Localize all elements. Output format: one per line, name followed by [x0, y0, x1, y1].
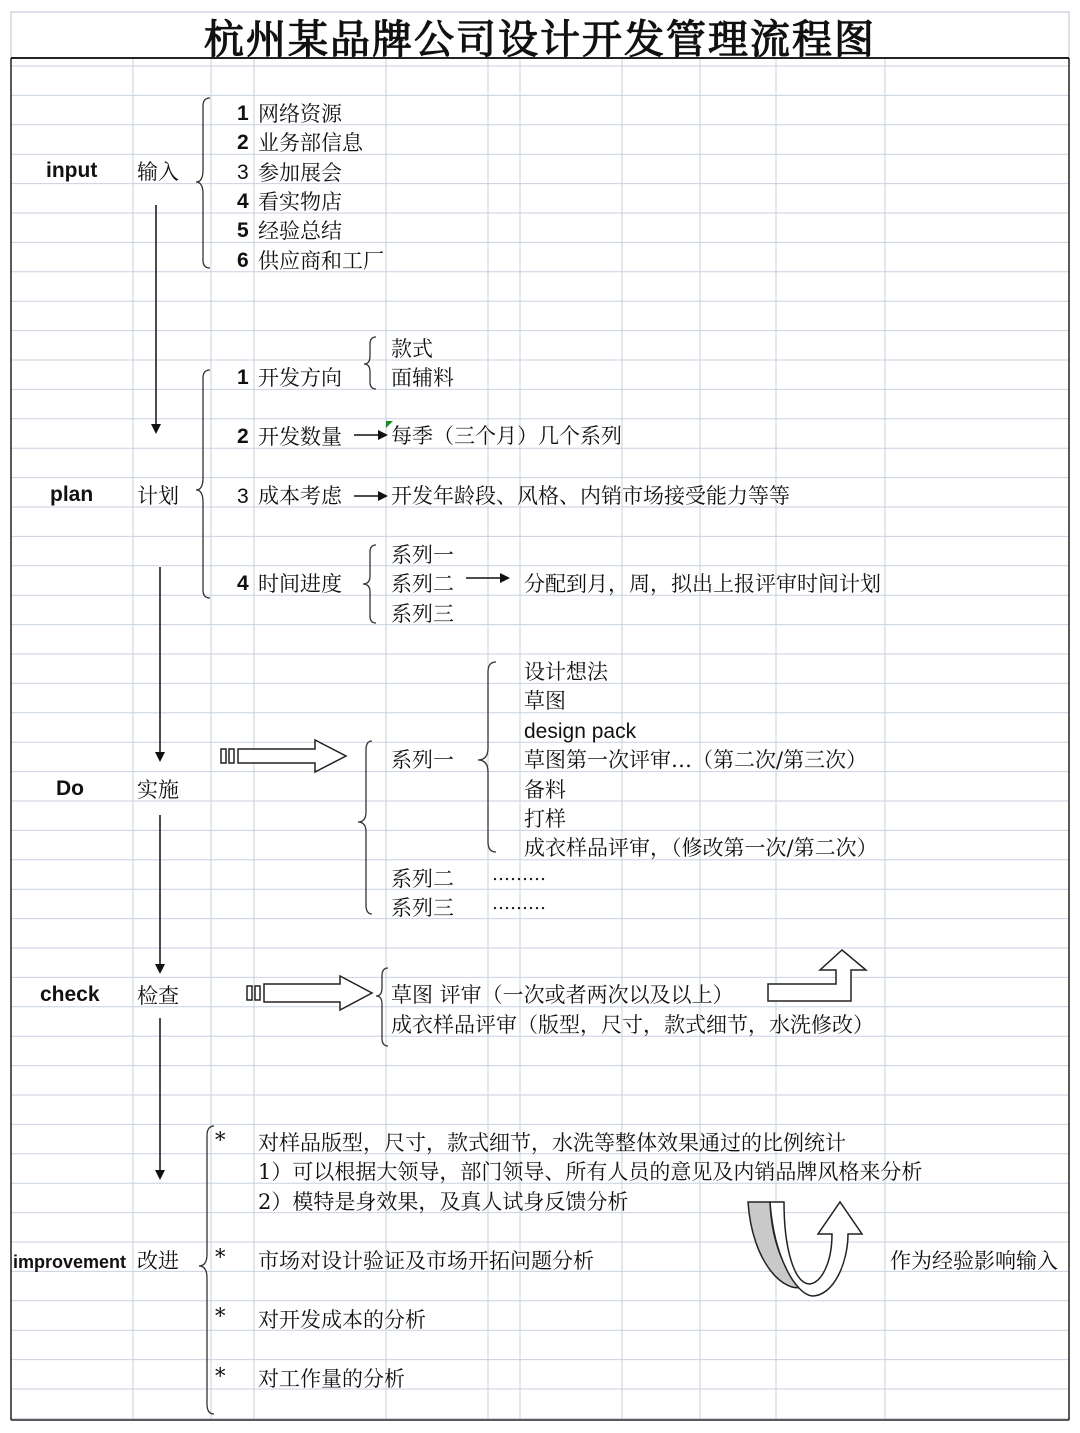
- phase-do-en: Do: [56, 777, 84, 800]
- series1-step: 打样: [524, 807, 566, 831]
- check-item: 成衣样品评审（版型，尺寸，款式细节，水洗修改）: [391, 1013, 874, 1037]
- plan-item-text: 开发数量: [258, 425, 342, 449]
- plan-item-num: 4: [237, 572, 249, 595]
- improvement-item: 1）可以根据大领导，部门领导、所有人员的意见及内销品牌风格来分析: [258, 1160, 923, 1184]
- do-block-arrow: [221, 740, 346, 772]
- improvement-bullet: *: [215, 1245, 226, 1269]
- do-series: 系列一: [391, 748, 454, 772]
- phase-check-zh: 检查: [137, 984, 179, 1008]
- plan-item-text: 成本考虑: [258, 484, 342, 508]
- plan-item-num: 2: [237, 425, 249, 448]
- check-item: 草图 评审（一次或者两次以及以上）: [391, 983, 734, 1007]
- do-series-ellipsis: ………: [492, 893, 546, 914]
- feedback-label: 作为经验影响输入: [890, 1249, 1058, 1273]
- do-series: 系列三: [391, 896, 454, 920]
- phase-input-zh: 输入: [137, 160, 179, 184]
- improvement-item: 市场对设计验证及市场开拓问题分析: [258, 1249, 594, 1273]
- phase-check-en: check: [40, 983, 100, 1006]
- bent-up-arrow: [768, 950, 866, 1001]
- cost-detail: 开发年龄段、风格、内销市场接受能力等等: [391, 484, 790, 508]
- input-item-num: 2: [237, 131, 249, 154]
- input-item-num: 6: [237, 249, 249, 272]
- direction-sub-style: 款式: [391, 337, 433, 361]
- input-item-num: 4: [237, 190, 249, 213]
- plan-item-num: 1: [237, 366, 249, 389]
- do-series: 系列二: [391, 867, 454, 891]
- phase-plan-zh: 计划: [137, 484, 179, 508]
- phase-do-zh: 实施: [137, 778, 179, 802]
- series1-step: design pack: [524, 720, 637, 743]
- plan-item-text: 开发方向: [258, 366, 342, 390]
- series1-step: 草图: [524, 689, 566, 713]
- input-item-num: 3: [237, 161, 249, 184]
- quantity-detail: 每季（三个月）几个系列: [391, 424, 622, 448]
- plan-brace: [196, 370, 210, 598]
- direction-brace: [364, 337, 376, 389]
- input-item-text: 参加展会: [258, 161, 342, 185]
- schedule-series: 系列三: [391, 602, 454, 626]
- series1-steps-brace: [478, 662, 496, 852]
- do-series-brace: [358, 741, 372, 914]
- series1-step: 备料: [524, 778, 566, 802]
- phase-improvement-en: improvement: [13, 1252, 127, 1272]
- page-title: 杭州某品牌公司设计开发管理流程图: [204, 16, 876, 63]
- series1-step: 设计想法: [524, 660, 608, 684]
- phase-input-en: input: [46, 159, 98, 182]
- schedule-series: 系列二: [391, 572, 454, 596]
- improvement-brace: [199, 1126, 214, 1414]
- phase-improvement-zh: 改进: [137, 1249, 179, 1273]
- improvement-item: 对开发成本的分析: [258, 1308, 426, 1332]
- check-block-arrow: [247, 976, 372, 1010]
- input-item-num: 5: [237, 219, 249, 242]
- u-turn-arrow: [748, 1202, 862, 1296]
- series1-step: 草图第一次评审…（第二次/第三次）: [524, 748, 868, 772]
- input-item-text: 网络资源: [258, 102, 342, 126]
- improvement-bullet: *: [215, 1304, 226, 1328]
- schedule-detail: 分配到月，周，拟出上报评审时间计划: [524, 572, 881, 596]
- plan-item-num: 3: [237, 485, 249, 508]
- input-item-text: 供应商和工厂: [258, 249, 384, 273]
- improvement-item: 2）模特是身效果，及真人试身反馈分析: [258, 1190, 629, 1214]
- plan-item-text: 时间进度: [258, 572, 342, 596]
- series1-step: 成衣样品评审，（修改第一次/第二次）: [524, 836, 878, 860]
- direction-sub-fabric: 面辅料: [391, 366, 454, 390]
- schedule-brace: [363, 545, 376, 623]
- input-item-text: 经验总结: [258, 219, 342, 243]
- do-series-ellipsis: ………: [492, 864, 546, 885]
- improvement-item: 对工作量的分析: [258, 1367, 405, 1391]
- input-item-text: 业务部信息: [258, 131, 363, 155]
- phase-plan-en: plan: [50, 483, 94, 506]
- improvement-item: 对样品版型，尺寸，款式细节，水洗等整体效果通过的比例统计: [258, 1131, 846, 1155]
- improvement-bullet: *: [215, 1364, 226, 1388]
- improvement-bullet: *: [215, 1128, 226, 1152]
- schedule-series: 系列一: [391, 543, 454, 567]
- input-item-text: 看实物店: [258, 190, 342, 214]
- input-item-num: 1: [237, 102, 249, 125]
